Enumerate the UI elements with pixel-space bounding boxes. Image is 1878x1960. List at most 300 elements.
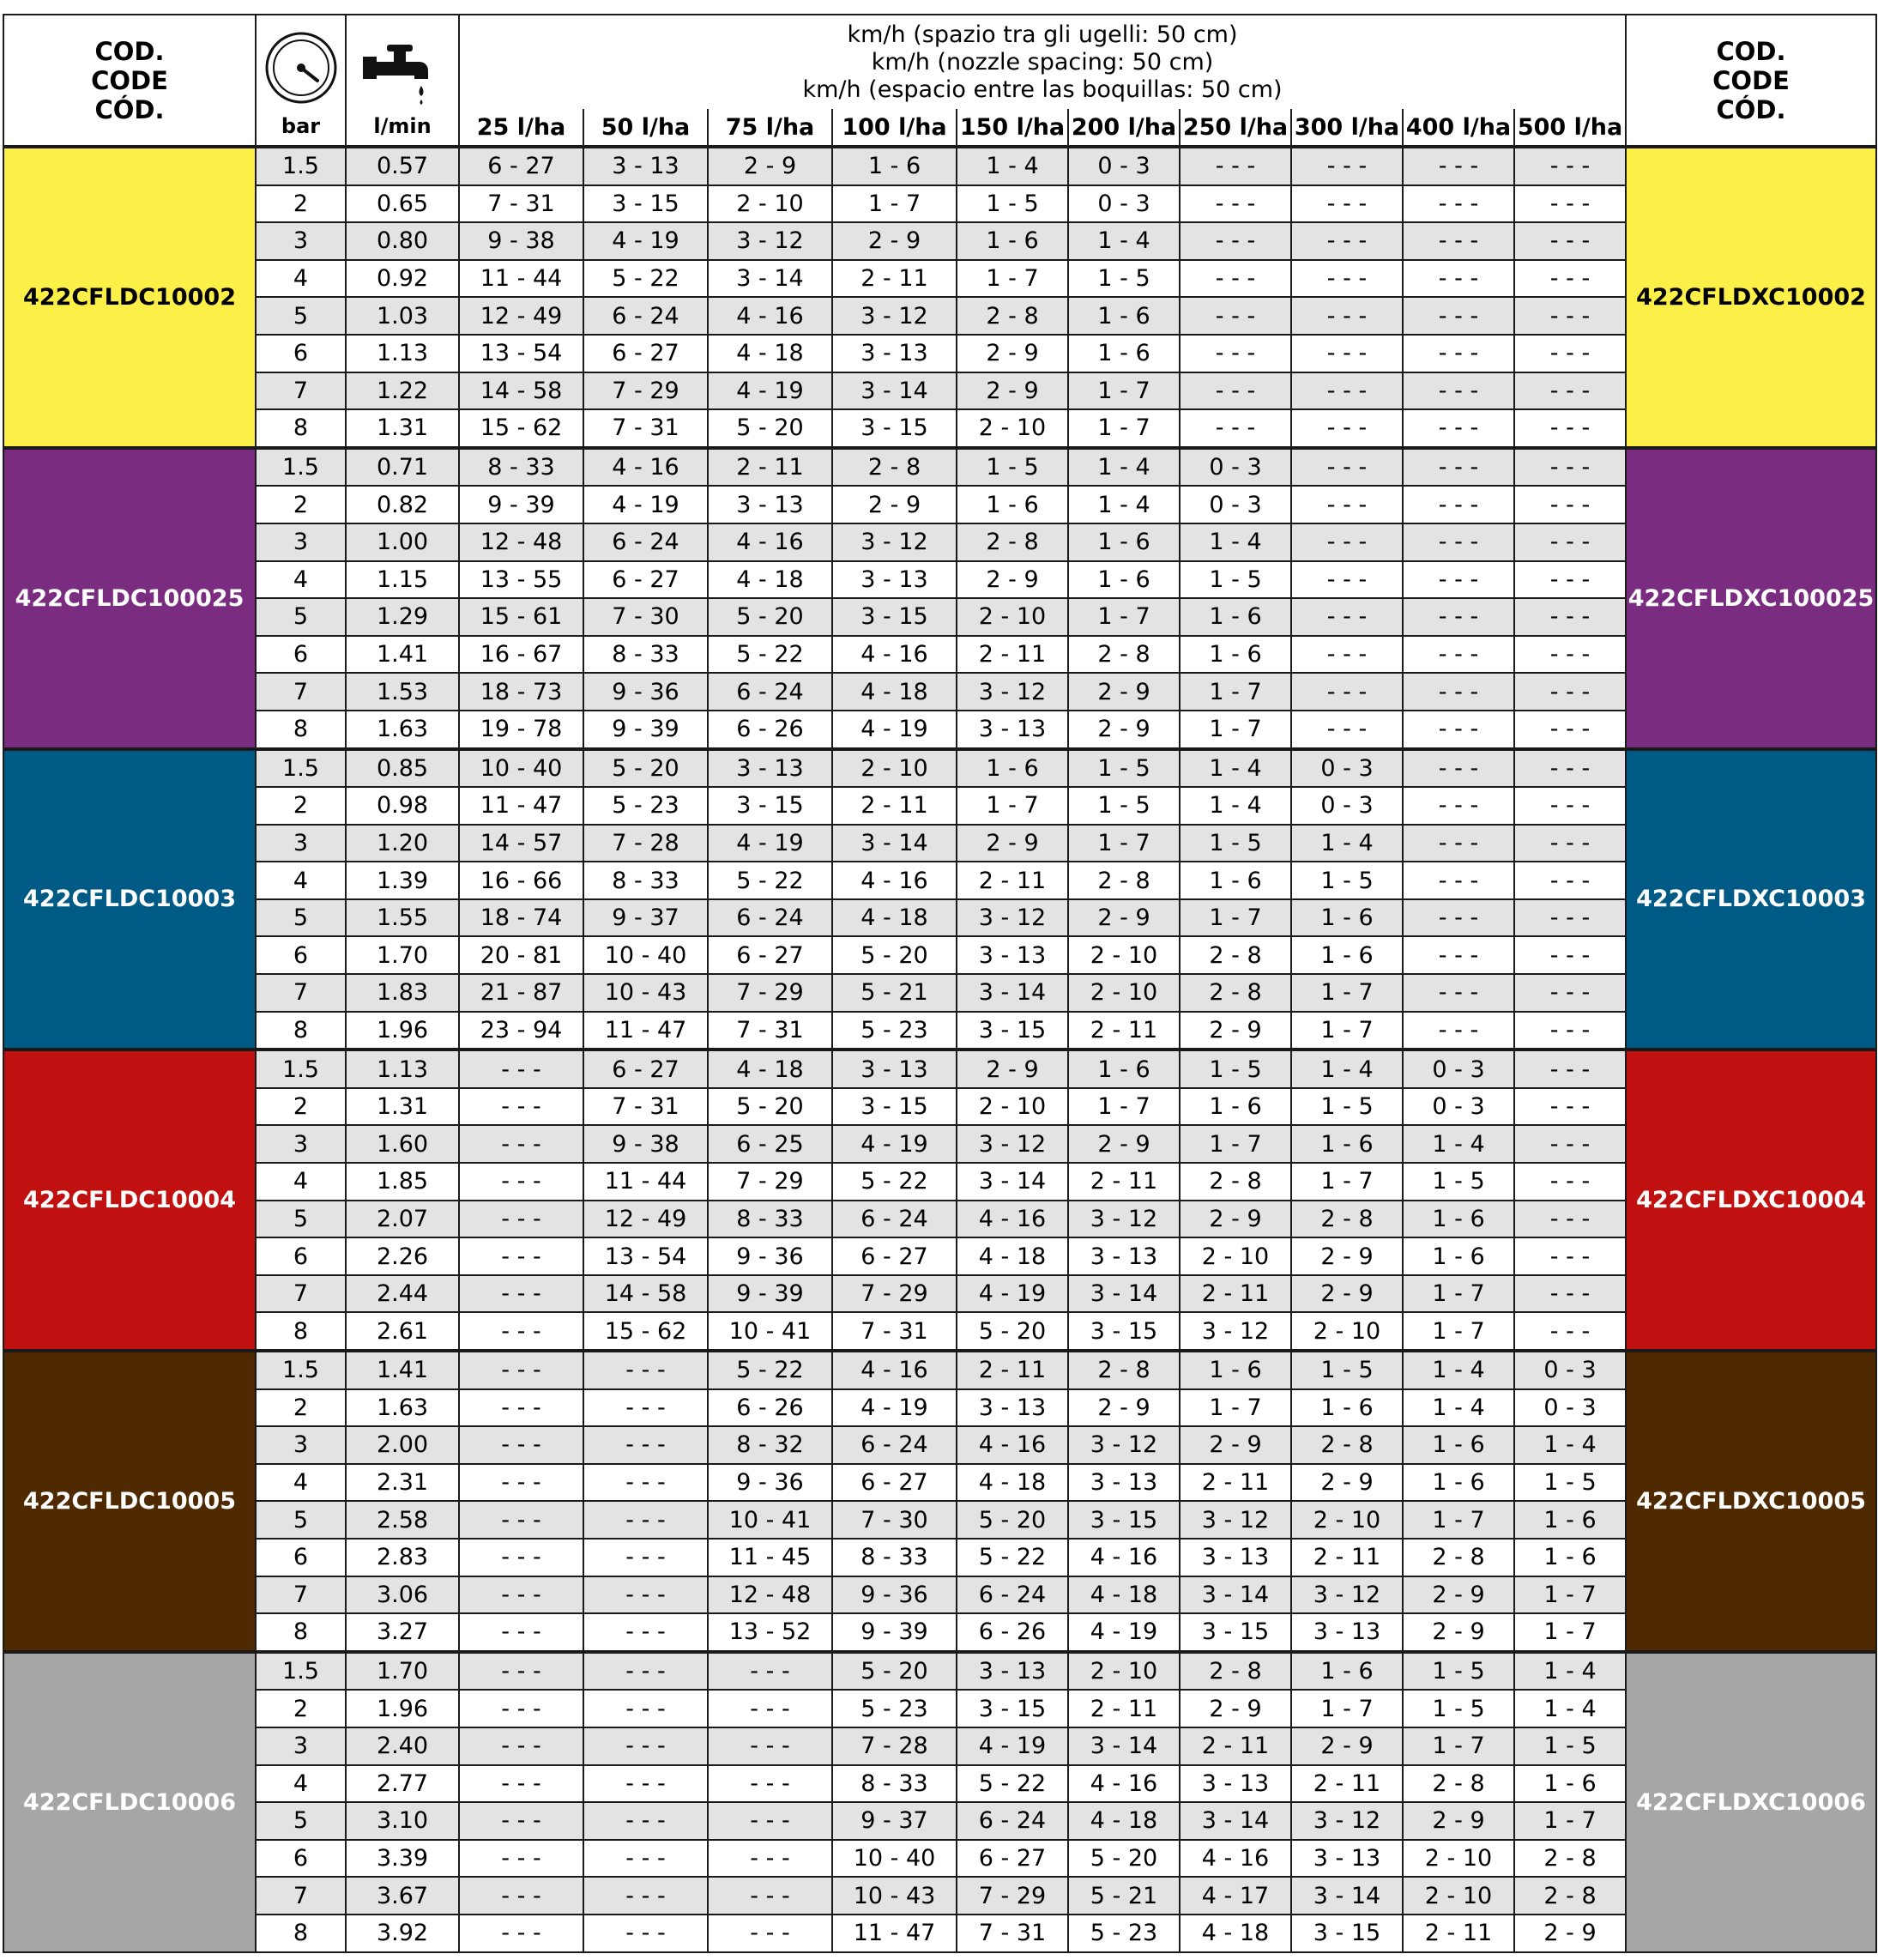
speed-range-cell: - - - — [459, 1576, 583, 1614]
nozzle-code-right: 422CFLDXC10002 — [1626, 147, 1876, 448]
speed-range-cell: 3 - 15 — [832, 409, 957, 448]
speed-range-cell: 1 - 5 — [1291, 862, 1403, 899]
speed-range-cell: - - - — [459, 1690, 583, 1727]
flow-cell: 1.63 — [346, 1389, 459, 1427]
nozzle-code-right: 422CFLDXC10005 — [1626, 1351, 1876, 1652]
speed-range-cell: - - - — [1403, 222, 1514, 260]
flow-cell: 2.44 — [346, 1275, 459, 1313]
speed-range-cell: - - - — [583, 1351, 708, 1389]
nozzle-code-left: 422CFLDC10005 — [3, 1351, 256, 1652]
pressure-cell: 6 — [256, 1840, 346, 1878]
speed-range-cell: - - - — [1514, 598, 1626, 636]
pressure-cell: 4 — [256, 1464, 346, 1502]
table-body — [3, 147, 1876, 1952]
speed-range-cell: - - - — [1403, 486, 1514, 523]
speed-range-cell: - - - — [1514, 899, 1626, 937]
speed-range-cell: 2 - 9 — [1068, 1125, 1180, 1163]
speed-range-cell: 3 - 15 — [1068, 1312, 1180, 1351]
speed-range-cell: 7 - 30 — [583, 598, 708, 636]
speed-range-cell: 3 - 14 — [1180, 1576, 1291, 1614]
pressure-cell: 2 — [256, 486, 346, 523]
flow-label: l/min — [373, 114, 432, 138]
speed-range-cell: 1 - 4 — [1403, 1125, 1514, 1163]
speed-range-cell: 2 - 8 — [1403, 1765, 1514, 1803]
speed-range-cell: - - - — [1291, 185, 1403, 223]
table-row — [3, 409, 1876, 448]
table-row — [3, 1125, 1876, 1163]
speed-range-cell: - - - — [459, 1765, 583, 1803]
speed-range-cell: - - - — [583, 1840, 708, 1878]
speed-range-cell: - - - — [583, 1501, 708, 1539]
speed-range-cell: 2 - 11 — [708, 448, 832, 487]
speed-range-cell: 2 - 9 — [957, 335, 1068, 372]
speed-range-cell: 1 - 6 — [832, 147, 957, 185]
speed-range-cell: 0 - 3 — [1291, 749, 1403, 788]
speed-range-cell: 5 - 20 — [708, 1088, 832, 1126]
speed-range-cell: 4 - 19 — [832, 711, 957, 749]
speed-range-cell: 5 - 20 — [832, 1652, 957, 1691]
table-row — [3, 260, 1876, 298]
speed-range-cell: - - - — [1514, 409, 1626, 448]
speed-title — [459, 15, 1626, 109]
nozzle-code-left: 422CFLDC10003 — [3, 749, 256, 1050]
speed-range-cell: 1 - 4 — [1068, 448, 1180, 487]
speed-range-cell: 10 - 41 — [708, 1501, 832, 1539]
table-row — [3, 749, 1876, 788]
speed-range-cell: 4 - 16 — [1068, 1539, 1180, 1576]
speed-range-cell: 13 - 55 — [459, 561, 583, 599]
speed-range-cell: 1 - 4 — [1403, 1389, 1514, 1427]
speed-range-cell: 2 - 8 — [957, 297, 1068, 335]
speed-range-cell: - - - — [459, 1275, 583, 1313]
speed-range-cell: 15 - 62 — [583, 1312, 708, 1351]
nozzle-code-left: 422CFLDC100025 — [3, 448, 256, 749]
speed-range-cell: - - - — [583, 1690, 708, 1727]
speed-range-cell: - - - — [1514, 1312, 1626, 1351]
speed-range-cell: 2 - 11 — [832, 260, 957, 298]
speed-range-cell: - - - — [1514, 825, 1626, 862]
speed-range-cell: 3 - 13 — [1068, 1464, 1180, 1502]
speed-range-cell: 0 - 3 — [1514, 1389, 1626, 1427]
speed-range-cell: 1 - 7 — [1514, 1576, 1626, 1614]
speed-range-cell: 2 - 9 — [1403, 1802, 1514, 1840]
flow-cell: 3.39 — [346, 1840, 459, 1878]
speed-range-cell: - - - — [1403, 561, 1514, 599]
speed-range-cell: 13 - 54 — [459, 335, 583, 372]
speed-range-cell: 3 - 13 — [1291, 1840, 1403, 1878]
speed-range-cell: - - - — [1403, 409, 1514, 448]
flow-cell: 1.31 — [346, 1088, 459, 1126]
speed-range-cell: - - - — [459, 1389, 583, 1427]
speed-range-cell: 2 - 9 — [957, 825, 1068, 862]
flow-cell: 1.55 — [346, 899, 459, 937]
speed-range-cell: 0 - 3 — [1403, 1050, 1514, 1088]
speed-range-cell: 5 - 20 — [708, 409, 832, 448]
speed-range-cell: 11 - 47 — [583, 1012, 708, 1050]
speed-range-cell: - - - — [1403, 673, 1514, 711]
speed-range-cell: 4 - 18 — [708, 1050, 832, 1088]
speed-range-cell: 1 - 6 — [1180, 1351, 1291, 1389]
flow-cell: 1.70 — [346, 936, 459, 974]
speed-range-cell: 3 - 15 — [832, 598, 957, 636]
flow-cell: 3.06 — [346, 1576, 459, 1614]
table-row — [3, 1088, 1876, 1126]
flow-cell: 2.31 — [346, 1464, 459, 1502]
speed-range-cell: 6 - 26 — [708, 1389, 832, 1427]
speed-range-cell: 2 - 10 — [1068, 936, 1180, 974]
speed-range-cell: 2 - 9 — [1068, 673, 1180, 711]
table-row — [3, 1727, 1876, 1765]
table-row — [3, 185, 1876, 223]
speed-range-cell: - - - — [1403, 260, 1514, 298]
speed-range-cell: 2 - 8 — [1291, 1201, 1403, 1238]
speed-range-cell: 1 - 6 — [1180, 1088, 1291, 1126]
speed-range-cell: - - - — [1403, 899, 1514, 937]
table-row — [3, 147, 1876, 185]
speed-range-cell: - - - — [1514, 787, 1626, 825]
rate-header: 50 l/ha — [583, 109, 708, 147]
pressure-gauge-icon — [264, 31, 338, 105]
speed-range-cell: 9 - 36 — [832, 1576, 957, 1614]
speed-range-cell: 1 - 6 — [1403, 1201, 1514, 1238]
speed-range-cell: - - - — [459, 1088, 583, 1126]
speed-range-cell: - - - — [459, 1464, 583, 1502]
table-row — [3, 974, 1876, 1012]
speed-range-cell: 1 - 5 — [1180, 825, 1291, 862]
flow-cell: 0.71 — [346, 448, 459, 487]
speed-range-cell: 1 - 6 — [1068, 297, 1180, 335]
speed-range-cell: 4 - 18 — [957, 1237, 1068, 1275]
speed-range-cell: 3 - 13 — [1291, 1613, 1403, 1652]
speed-range-cell: - - - — [459, 1877, 583, 1915]
speed-range-cell: 1 - 6 — [1291, 1389, 1403, 1427]
rate-header: 400 l/ha — [1403, 109, 1514, 147]
speed-range-cell: 1 - 6 — [1068, 561, 1180, 599]
speed-range-cell: - - - — [1514, 222, 1626, 260]
speed-range-cell: 5 - 22 — [708, 862, 832, 899]
speed-range-cell: 7 - 28 — [832, 1727, 957, 1765]
speed-range-cell: 0 - 3 — [1068, 147, 1180, 185]
speed-range-cell: - - - — [583, 1652, 708, 1691]
speed-range-cell: 1 - 7 — [1291, 1163, 1403, 1201]
flow-cell: 3.27 — [346, 1613, 459, 1652]
table-row — [3, 636, 1876, 674]
flow-cell: 0.82 — [346, 486, 459, 523]
speed-range-cell: 1 - 5 — [1514, 1464, 1626, 1502]
speed-range-cell: 1 - 6 — [1291, 936, 1403, 974]
speed-range-cell: 3 - 14 — [832, 372, 957, 410]
pressure-cell: 4 — [256, 862, 346, 899]
speed-range-cell: 5 - 22 — [708, 636, 832, 674]
flow-cell: 1.29 — [346, 598, 459, 636]
pressure-cell: 2 — [256, 1389, 346, 1427]
flow-cell: 3.10 — [346, 1802, 459, 1840]
speed-range-cell: 4 - 16 — [832, 636, 957, 674]
speed-range-cell: 3 - 15 — [583, 185, 708, 223]
speed-range-cell: 7 - 29 — [708, 1163, 832, 1201]
speed-range-cell: 5 - 23 — [832, 1690, 957, 1727]
speed-range-cell: 1 - 7 — [1514, 1613, 1626, 1652]
speed-range-cell: - - - — [459, 1237, 583, 1275]
speed-range-cell: 9 - 39 — [832, 1613, 957, 1652]
speed-range-cell: - - - — [1403, 862, 1514, 899]
table-row — [3, 448, 1876, 487]
speed-range-cell: - - - — [1514, 335, 1626, 372]
speed-range-cell: 6 - 24 — [957, 1576, 1068, 1614]
speed-range-cell: 4 - 19 — [1068, 1613, 1180, 1652]
speed-range-cell: 6 - 27 — [583, 335, 708, 372]
table-row — [3, 1389, 1876, 1427]
speed-range-cell: - - - — [1291, 673, 1403, 711]
table-row — [3, 862, 1876, 899]
pressure-cell: 7 — [256, 372, 346, 410]
speed-range-cell: 2 - 8 — [832, 448, 957, 487]
pressure-cell: 7 — [256, 673, 346, 711]
speed-range-cell: 2 - 9 — [1291, 1464, 1403, 1502]
speed-range-cell: 2 - 10 — [1291, 1501, 1403, 1539]
speed-range-cell: - - - — [1514, 749, 1626, 788]
speed-range-cell: 1 - 6 — [1180, 598, 1291, 636]
flow-cell: 0.92 — [346, 260, 459, 298]
table-row — [3, 899, 1876, 937]
speed-range-cell: - - - — [708, 1840, 832, 1878]
speed-range-cell: 2 - 11 — [957, 636, 1068, 674]
speed-range-cell: 3 - 14 — [1068, 1727, 1180, 1765]
speed-range-cell: 9 - 38 — [583, 1125, 708, 1163]
speed-range-cell: 12 - 49 — [583, 1201, 708, 1238]
speed-range-cell: 2 - 9 — [1403, 1576, 1514, 1614]
speed-range-cell: - - - — [1403, 598, 1514, 636]
speed-range-cell: - - - — [1514, 1125, 1626, 1163]
rate-header: 75 l/ha — [708, 109, 832, 147]
speed-range-cell: - - - — [1514, 448, 1626, 487]
table-row — [3, 297, 1876, 335]
speed-range-cell: - - - — [1403, 185, 1514, 223]
speed-range-cell: 3 - 15 — [708, 787, 832, 825]
speed-range-cell: 19 - 78 — [459, 711, 583, 749]
speed-range-cell: 3 - 12 — [832, 523, 957, 561]
speed-range-cell: 1 - 4 — [1403, 1351, 1514, 1389]
flow-cell: 1.85 — [346, 1163, 459, 1201]
speed-range-cell: 1 - 7 — [1403, 1312, 1514, 1351]
speed-range-cell: 1 - 7 — [1068, 825, 1180, 862]
flow-cell: 3.67 — [346, 1877, 459, 1915]
speed-range-cell: - - - — [1403, 749, 1514, 788]
speed-range-cell: 14 - 57 — [459, 825, 583, 862]
speed-range-cell: 7 - 29 — [832, 1275, 957, 1313]
speed-range-cell: 2 - 9 — [1180, 1426, 1291, 1464]
speed-range-cell: 1 - 6 — [1514, 1539, 1626, 1576]
speed-range-cell: 4 - 19 — [832, 1389, 957, 1427]
speed-range-cell: - - - — [1403, 448, 1514, 487]
speed-range-cell: - - - — [459, 1915, 583, 1952]
speed-range-cell: 1 - 5 — [1291, 1088, 1403, 1126]
speed-range-cell: 7 - 31 — [583, 1088, 708, 1126]
speed-range-cell: 9 - 36 — [708, 1237, 832, 1275]
speed-range-cell: 2 - 11 — [1068, 1012, 1180, 1050]
speed-range-cell: - - - — [583, 1464, 708, 1502]
flow-cell: 1.13 — [346, 1050, 459, 1088]
speed-range-cell: 1 - 7 — [1180, 711, 1291, 749]
speed-range-cell: 1 - 6 — [1068, 1050, 1180, 1088]
speed-range-cell: 5 - 22 — [583, 260, 708, 298]
speed-range-cell: 7 - 31 — [957, 1915, 1068, 1952]
speed-range-cell: 5 - 21 — [832, 974, 957, 1012]
speed-range-cell: 2 - 9 — [1180, 1690, 1291, 1727]
speed-range-cell: 5 - 20 — [957, 1501, 1068, 1539]
pressure-cell: 3 — [256, 523, 346, 561]
speed-range-cell: 1 - 6 — [1403, 1426, 1514, 1464]
pressure-cell: 7 — [256, 1275, 346, 1313]
pressure-header — [256, 15, 346, 147]
speed-range-cell: 2 - 9 — [957, 1050, 1068, 1088]
flow-cell: 1.13 — [346, 335, 459, 372]
speed-range-cell: - - - — [1514, 1088, 1626, 1126]
speed-range-cell: 6 - 27 — [957, 1840, 1068, 1878]
speed-range-cell: 1 - 4 — [1291, 825, 1403, 862]
pressure-cell: 2 — [256, 787, 346, 825]
speed-range-cell: 3 - 12 — [1068, 1201, 1180, 1238]
speed-range-cell: 1 - 5 — [957, 448, 1068, 487]
speed-range-cell: 1 - 6 — [1291, 1125, 1403, 1163]
table-row — [3, 372, 1876, 410]
speed-range-cell: 3 - 12 — [1180, 1312, 1291, 1351]
flow-header — [346, 15, 459, 147]
speed-range-cell: - - - — [1514, 1163, 1626, 1201]
speed-range-cell: 2 - 11 — [1180, 1727, 1291, 1765]
speed-range-cell: 1 - 7 — [832, 185, 957, 223]
speed-range-cell: 3 - 13 — [708, 486, 832, 523]
speed-range-cell: - - - — [1403, 297, 1514, 335]
speed-range-cell: - - - — [459, 1840, 583, 1878]
flow-cell: 2.00 — [346, 1426, 459, 1464]
speed-range-cell: - - - — [1291, 711, 1403, 749]
nozzle-code-left: 422CFLDC10006 — [3, 1652, 256, 1952]
speed-range-cell: 1 - 6 — [1403, 1237, 1514, 1275]
speed-range-cell: - - - — [1403, 1012, 1514, 1050]
speed-range-cell: 2 - 8 — [1180, 936, 1291, 974]
speed-range-cell: - - - — [708, 1727, 832, 1765]
speed-range-cell: 1 - 7 — [1180, 1125, 1291, 1163]
flow-cell: 2.61 — [346, 1312, 459, 1351]
speed-range-cell: - - - — [1514, 1012, 1626, 1050]
speed-range-cell: 3 - 13 — [832, 1050, 957, 1088]
table-row — [3, 1275, 1876, 1313]
speed-range-cell: - - - — [459, 1652, 583, 1691]
pressure-cell: 6 — [256, 1539, 346, 1576]
speed-range-cell: - - - — [1514, 1237, 1626, 1275]
speed-range-cell: 2 - 9 — [1291, 1727, 1403, 1765]
speed-range-cell: 8 - 33 — [832, 1539, 957, 1576]
speed-range-cell: 2 - 10 — [1068, 974, 1180, 1012]
speed-range-cell: 2 - 8 — [1180, 974, 1291, 1012]
speed-range-cell: 15 - 62 — [459, 409, 583, 448]
speed-range-cell: 4 - 18 — [1068, 1802, 1180, 1840]
speed-range-cell: 7 - 28 — [583, 825, 708, 862]
flow-cell: 1.22 — [346, 372, 459, 410]
speed-range-cell: 9 - 36 — [583, 673, 708, 711]
rate-header: 300 l/ha — [1291, 109, 1403, 147]
speed-range-cell: 2 - 9 — [1068, 899, 1180, 937]
speed-range-cell: 1 - 4 — [1180, 787, 1291, 825]
speed-range-cell: 2 - 9 — [1514, 1915, 1626, 1952]
speed-range-cell: - - - — [1514, 862, 1626, 899]
table-row — [3, 1613, 1876, 1652]
flow-cell: 1.31 — [346, 409, 459, 448]
speed-range-cell: 3 - 15 — [1180, 1613, 1291, 1652]
speed-range-cell: 20 - 81 — [459, 936, 583, 974]
speed-range-cell: 11 - 44 — [459, 260, 583, 298]
speed-range-cell: - - - — [1291, 409, 1403, 448]
speed-range-cell: 18 - 74 — [459, 899, 583, 937]
speed-range-cell: 2 - 11 — [1068, 1690, 1180, 1727]
speed-range-cell: 3 - 15 — [957, 1690, 1068, 1727]
speed-range-cell: 7 - 31 — [583, 409, 708, 448]
speed-range-cell: - - - — [1514, 1201, 1626, 1238]
speed-range-cell: - - - — [1403, 523, 1514, 561]
speed-range-cell: - - - — [1291, 372, 1403, 410]
speed-range-cell: 11 - 47 — [459, 787, 583, 825]
code-label-it: COD. — [94, 36, 165, 66]
speed-range-cell: - - - — [708, 1765, 832, 1803]
speed-range-cell: 4 - 19 — [957, 1727, 1068, 1765]
table-row — [3, 1237, 1876, 1275]
speed-range-cell: 9 - 38 — [459, 222, 583, 260]
speed-range-cell: 4 - 18 — [832, 899, 957, 937]
pressure-cell: 8 — [256, 711, 346, 749]
code-label-it: COD. — [1716, 36, 1786, 66]
nozzle-code-right: 422CFLDXC10006 — [1626, 1652, 1876, 1952]
speed-range-cell: 5 - 23 — [1068, 1915, 1180, 1952]
speed-range-cell: 14 - 58 — [459, 372, 583, 410]
table-row — [3, 335, 1876, 372]
speed-range-cell: 1 - 7 — [1068, 409, 1180, 448]
speed-range-cell: - - - — [1291, 636, 1403, 674]
table-row — [3, 1464, 1876, 1502]
speed-range-cell: - - - — [1514, 1275, 1626, 1313]
speed-range-cell: - - - — [1403, 825, 1514, 862]
speed-range-cell: 1 - 5 — [1403, 1163, 1514, 1201]
speed-range-cell: 3 - 15 — [1291, 1915, 1403, 1952]
speed-range-cell: 3 - 13 — [957, 936, 1068, 974]
flow-cell: 1.00 — [346, 523, 459, 561]
speed-range-cell: - - - — [1514, 561, 1626, 599]
speed-range-cell: 3 - 14 — [708, 260, 832, 298]
pressure-cell: 8 — [256, 1915, 346, 1952]
speed-range-cell: 1 - 6 — [1514, 1501, 1626, 1539]
speed-range-cell: - - - — [1291, 335, 1403, 372]
speed-range-cell: - - - — [1291, 486, 1403, 523]
speed-range-cell: 6 - 24 — [583, 297, 708, 335]
pressure-cell: 3 — [256, 825, 346, 862]
speed-range-cell: 2 - 9 — [708, 147, 832, 185]
pressure-cell: 3 — [256, 222, 346, 260]
speed-range-cell: 6 - 24 — [708, 899, 832, 937]
speed-range-cell: 3 - 14 — [1291, 1877, 1403, 1915]
speed-range-cell: 5 - 23 — [583, 787, 708, 825]
pressure-cell: 4 — [256, 561, 346, 599]
speed-range-cell: 2 - 10 — [957, 1088, 1068, 1126]
speed-range-cell: - - - — [1514, 297, 1626, 335]
speed-title-es: km/h (espacio entre las boquillas: 50 cm) — [802, 76, 1283, 103]
speed-range-cell: 1 - 7 — [1291, 974, 1403, 1012]
speed-range-cell: 3 - 14 — [957, 1163, 1068, 1201]
speed-range-cell: 13 - 54 — [583, 1237, 708, 1275]
table-row — [3, 787, 1876, 825]
table-row — [3, 1201, 1876, 1238]
table-row — [3, 1539, 1876, 1576]
pressure-cell: 5 — [256, 598, 346, 636]
